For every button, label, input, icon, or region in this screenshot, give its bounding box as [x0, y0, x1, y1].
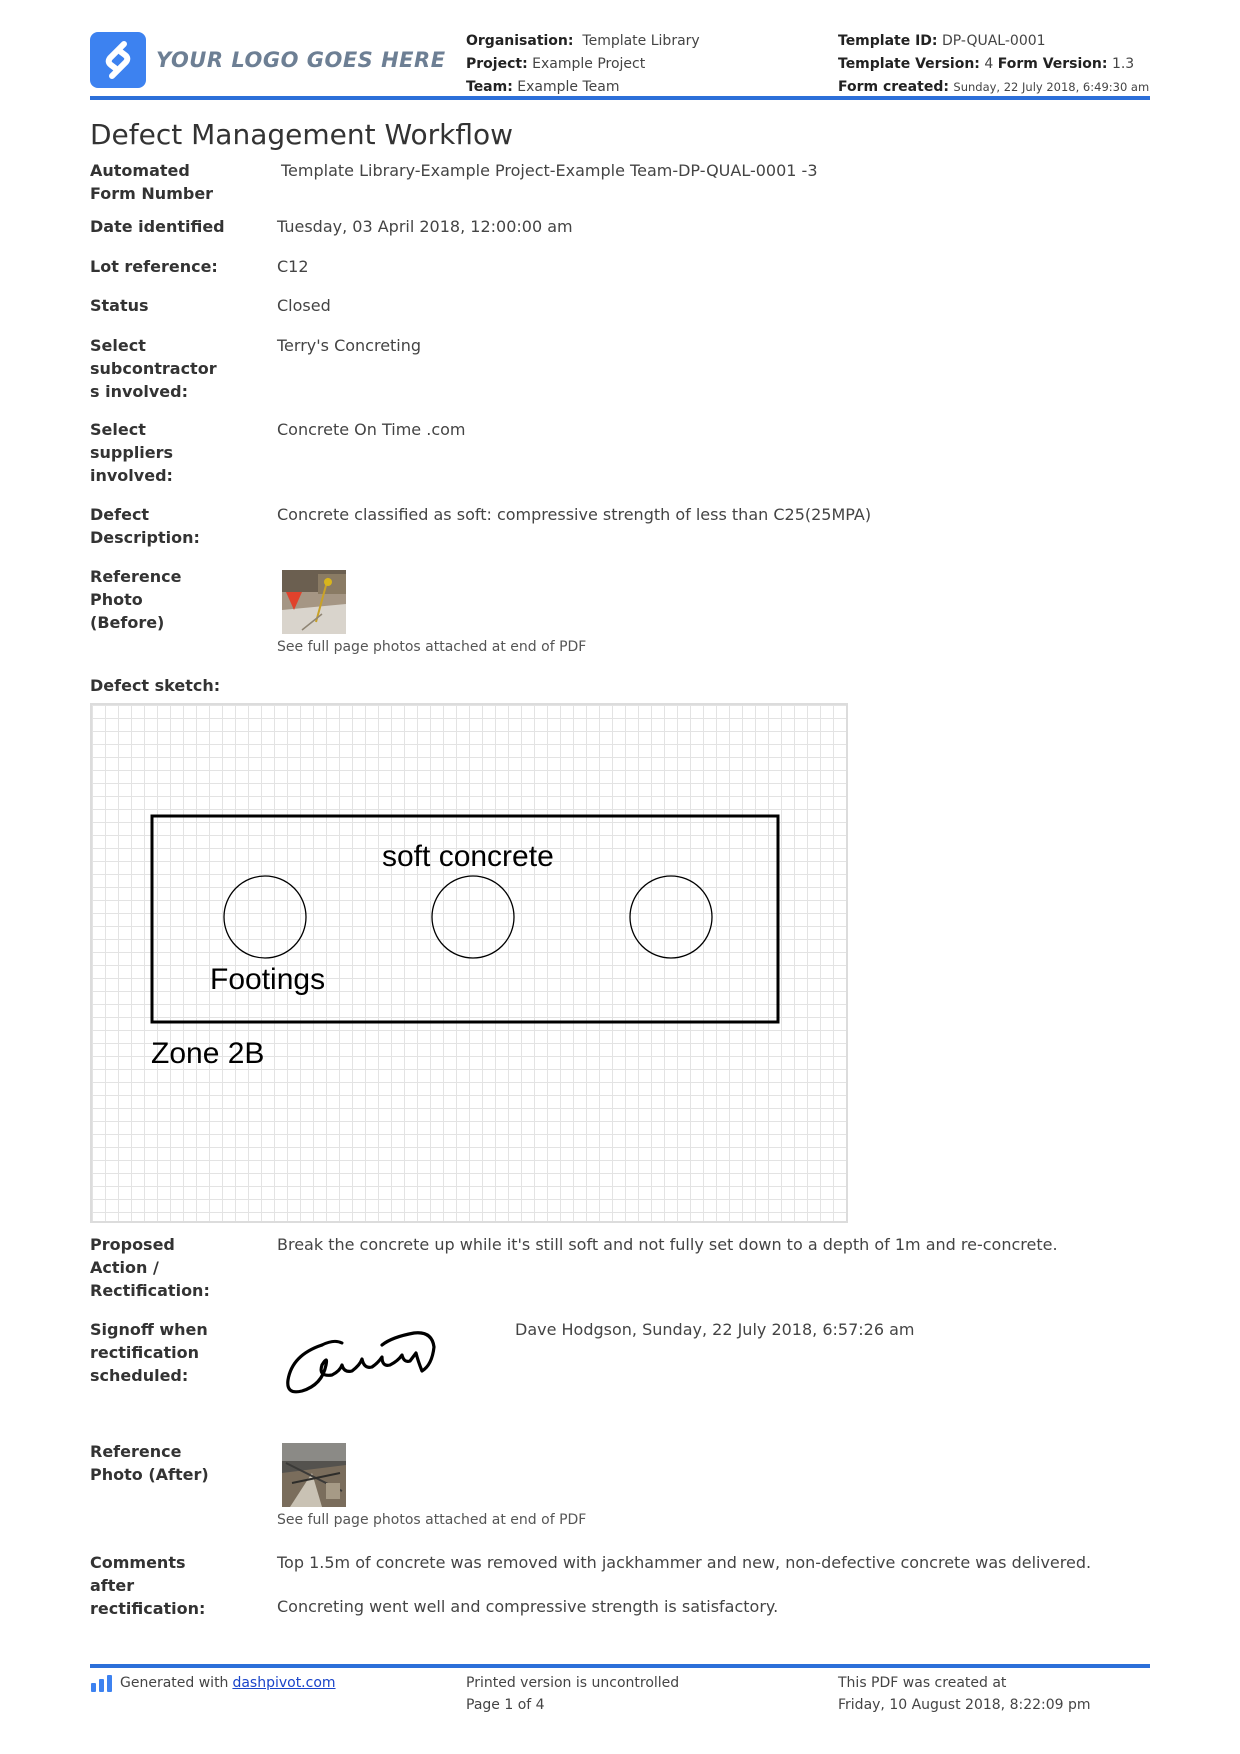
team-value: Example Team — [517, 79, 620, 95]
organisation-value: Template Library — [582, 33, 700, 49]
photo-after-thumbnail[interactable] — [282, 1443, 346, 1507]
template-version-label: Template Version: — [838, 56, 980, 72]
template-id-label: Template ID: — [838, 33, 938, 49]
date-identified-value: Tuesday, 03 April 2018, 12:00:00 am — [277, 217, 573, 236]
footing-circle-1 — [224, 876, 306, 958]
project-label: Project: — [466, 56, 528, 72]
photo-after-image — [282, 1443, 346, 1507]
photo-before-note: See full page photos attached at end of PDF — [277, 639, 587, 655]
comments-line-2: Concreting went well and compressive strength is satisfactory. — [277, 1597, 779, 1616]
sketch-text-zone: Zone 2B — [151, 1037, 265, 1070]
suppliers-value: Concrete On Time .com — [277, 420, 466, 439]
footer-printed — [466, 1672, 679, 1716]
logo-icon — [90, 32, 146, 88]
defect-description-value: Concrete classified as soft: compressive strength of less than C25(25MPA) — [277, 505, 872, 524]
page-title: Defect Management Workflow — [90, 118, 514, 151]
date-identified-label: Date identified — [90, 217, 225, 236]
company-logo — [90, 32, 446, 88]
sketch-text-soft-concrete: soft concrete — [382, 840, 554, 873]
form-number-label: Automated Form Number — [90, 161, 214, 203]
lot-reference-label: Lot reference: — [90, 257, 218, 276]
template-id-value: DP-QUAL-0001 — [941, 33, 1046, 49]
logo-text: YOUR LOGO GOES HERE — [156, 48, 446, 72]
form-created-label: Form created: — [838, 79, 949, 95]
form-version-value: 1.3 — [1111, 56, 1135, 72]
project-value: Example Project — [532, 56, 646, 72]
proposed-action-value: Break the concrete up while it's still soft and not fully set down to a depth of 1m and re-concrete. — [277, 1235, 1058, 1254]
status-value: Closed — [277, 296, 331, 315]
header-divider — [90, 96, 1150, 100]
comments-line-1: Top 1.5m of concrete was removed with jackhammer and new, non-defective concrete was delivered. — [277, 1553, 1092, 1572]
subcontractors-label: Select subcontractor s involved: — [90, 336, 217, 401]
signoff-label: Signoff when rectification scheduled: — [90, 1320, 208, 1385]
footing-circle-3 — [630, 876, 712, 958]
suppliers-label: Select suppliers involved: — [90, 420, 174, 485]
template-version-value: 4 — [984, 56, 994, 72]
defect-sketch-label: Defect sketch: — [90, 676, 221, 695]
defect-description-label: Defect Description: — [90, 505, 200, 547]
comments-label: Comments after rectification: — [90, 1553, 206, 1618]
signoff-value: Dave Hodgson, Sunday, 22 July 2018, 6:57:26 am — [515, 1320, 915, 1339]
footer-divider — [90, 1664, 1150, 1668]
photo-after-label: Reference Photo (After) — [90, 1442, 209, 1484]
photo-before-thumbnail[interactable] — [282, 570, 346, 634]
organisation-label: Organisation: — [466, 33, 574, 49]
subcontractors-value: Terry's Concreting — [277, 336, 422, 355]
page-number: Page 1 of 4 — [466, 1697, 545, 1713]
proposed-action-label: Proposed Action / Rectification: — [90, 1235, 210, 1300]
dashpivot-link[interactable]: dashpivot.com — [232, 1675, 336, 1691]
defect-sketch-canvas — [90, 703, 848, 1223]
generated-text: Generated with — [120, 1675, 229, 1691]
header-template-info — [838, 30, 1149, 99]
pdf-created-label: This PDF was created at — [838, 1675, 1007, 1691]
dashpivot-icon — [90, 1674, 114, 1692]
form-number-value: Template Library-Example Project-Example Team-DP-QUAL-0001 -3 — [281, 161, 818, 180]
sketch-text-footings: Footings — [210, 963, 326, 996]
footer-generated — [90, 1672, 336, 1694]
form-version-label: Form Version: — [997, 56, 1108, 72]
photo-before-label: Reference Photo (Before) — [90, 567, 182, 632]
form-created-value: Sunday, 22 July 2018, 6:49:30 am — [953, 80, 1150, 94]
lot-reference-value: C12 — [277, 257, 309, 276]
footer-created — [838, 1672, 1091, 1716]
footing-circle-2 — [432, 876, 514, 958]
photo-after-note: See full page photos attached at end of PDF — [277, 1512, 587, 1528]
status-label: Status — [90, 296, 149, 315]
photo-before-image — [282, 570, 346, 634]
pdf-created-date: Friday, 10 August 2018, 8:22:09 pm — [838, 1697, 1091, 1713]
header-project-info — [466, 30, 700, 99]
team-label: Team: — [466, 79, 513, 95]
signature-image — [282, 1325, 462, 1405]
printed-notice: Printed version is uncontrolled — [466, 1675, 680, 1691]
